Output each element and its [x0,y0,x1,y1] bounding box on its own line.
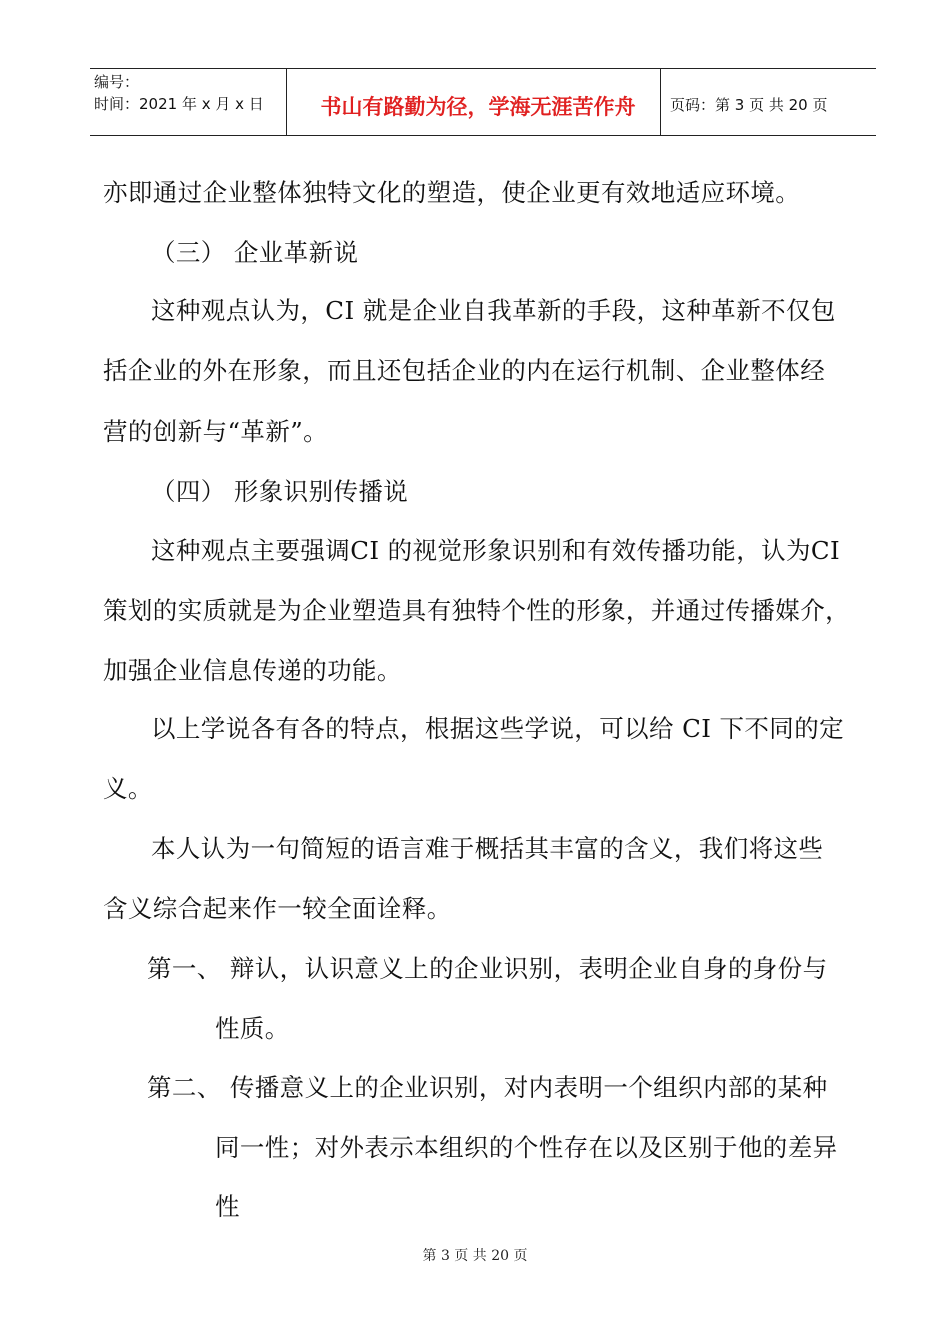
body-line: 以上学说各有各的特点，根据这些学说，可以给 CI 下不同的定 [151,714,844,743]
header-meta [94,71,264,115]
body-line: 本人认为一句简短的语言难于概括其丰富的含义，我们将这些 [151,834,824,863]
body-line: 策划的实质就是为企业塑造具有独特个性的形象，并通过传播媒介， [103,596,850,625]
document-header [90,68,876,136]
list-item-second-continued: 同一性；对外表示本组织的个性存在以及区别于他的差异 [215,1133,838,1162]
header-divider-right [660,69,661,135]
header-motto: 书山有路勤为径，学海无涯苦作舟 [320,95,636,119]
body-line: 加强企业信息传递的功能。 [103,656,402,685]
section-heading-4: （四） 形象识别传播说 [151,477,409,506]
list-item-first: 第一、 辩认，认识意义上的企业识别，表明企业自身的身份与 [147,954,828,983]
document-number: 编号： [94,73,140,91]
body-line: 括企业的外在形象，而且还包括企业的内在运行机制、企业整体经 [103,356,826,385]
list-item-second: 第二、 传播意义上的企业识别，对内表明一个组织内部的某种 [147,1073,828,1102]
document-time: 时间：2021 年 x 月 x 日 [94,95,264,113]
page-footer: 第 3 页 共 20 页 [422,1248,528,1264]
header-divider-left [286,69,287,135]
section-heading-3: （三） 企业革新说 [151,238,359,267]
body-line: 亦即通过企业整体独特文化的塑造，使企业更有效地适应环境。 [103,178,801,207]
body-line: 义。 [103,774,153,803]
body-line: 这种观点主要强调CI 的视觉形象识别和有效传播功能，认为CI [151,536,841,565]
body-line: 营的创新与“革新”。 [103,417,329,446]
body-line: 这种观点认为，CI 就是企业自我革新的手段，这种革新不仅包 [151,296,836,325]
list-item-second-continued: 性 [215,1192,240,1221]
body-line: 含义综合起来作一较全面诠释。 [103,894,452,923]
header-page-info: 页码：第 3 页 共 20 页 [670,96,828,114]
list-item-first-continued: 性质。 [215,1014,290,1043]
